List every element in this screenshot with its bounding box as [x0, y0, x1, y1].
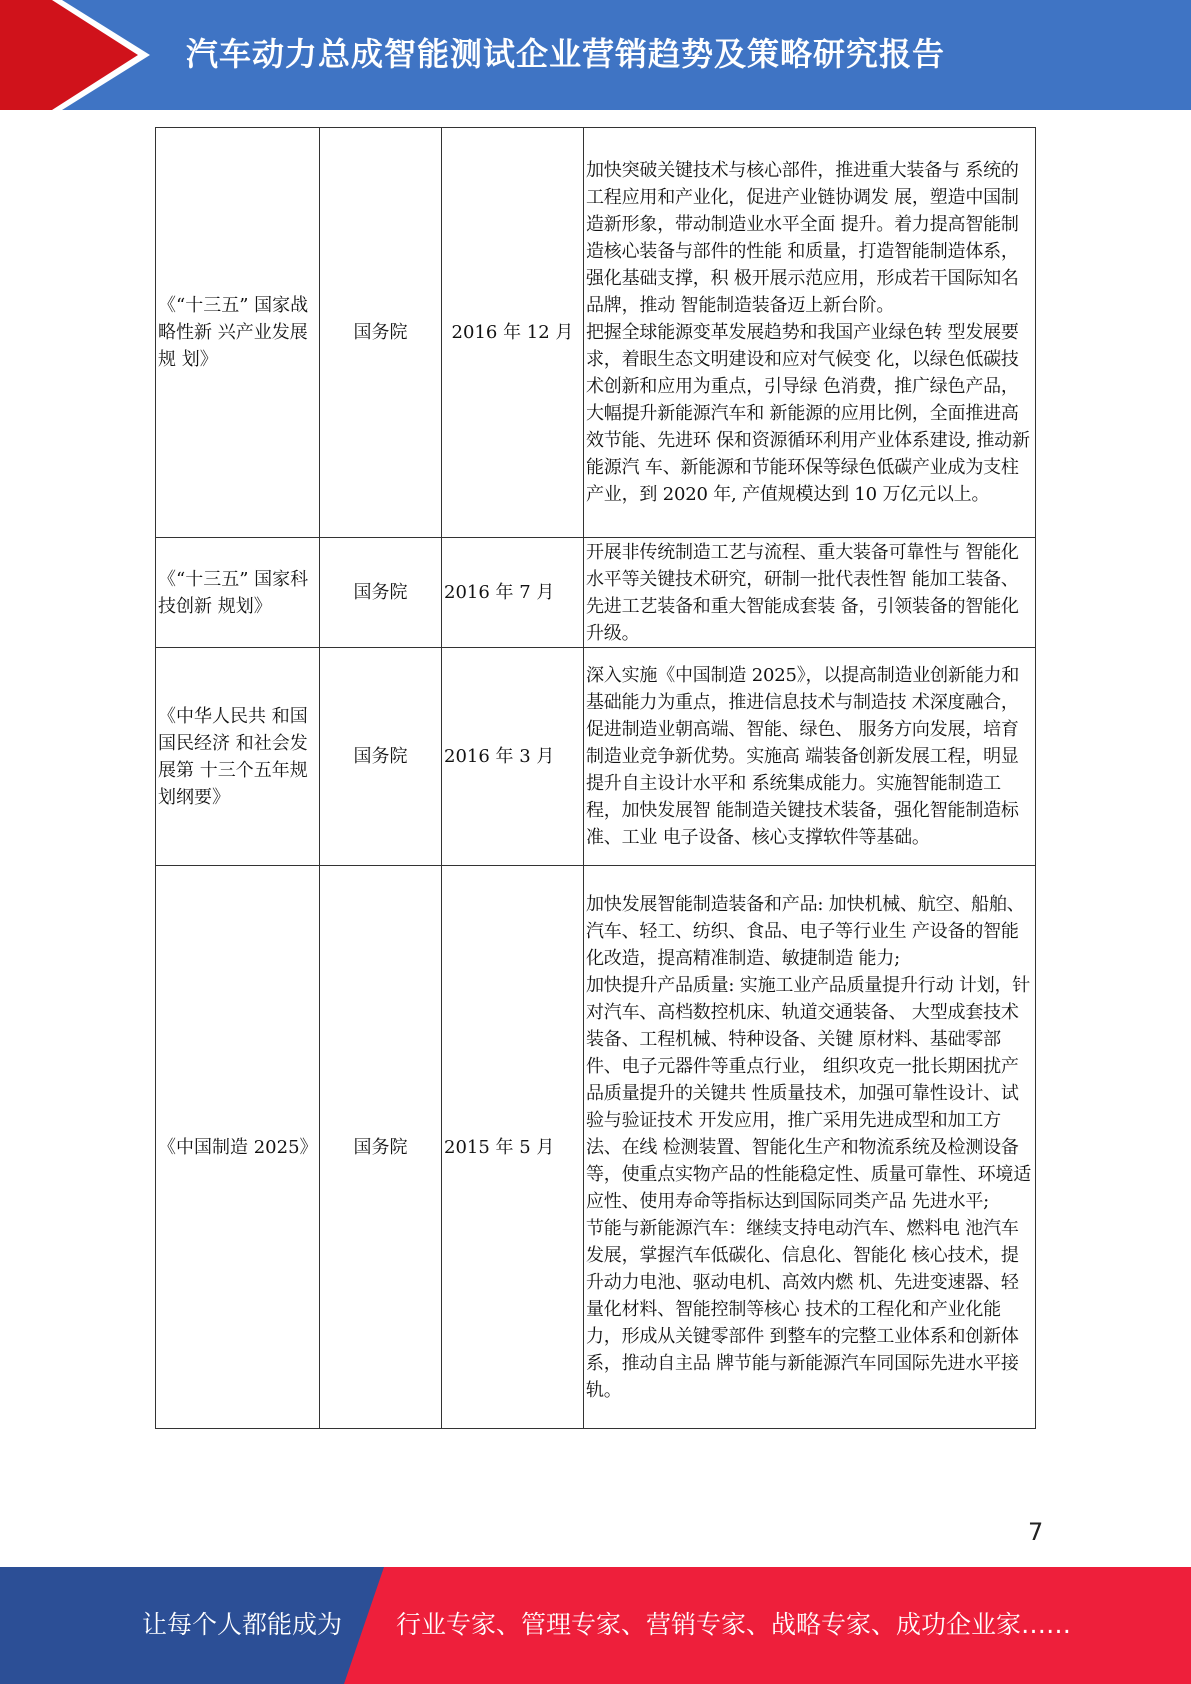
- date-cell: 2015 年 5 月: [442, 866, 584, 1429]
- page-number: 7: [1028, 1518, 1044, 1546]
- footer-slogan-left: 让每个人都能成为: [142, 1610, 343, 1639]
- content-paragraph: 节能与新能源汽车：继续支持电动汽车、燃料电 池汽车发展，掌握汽车低碳化、信息化、智能化 核心技术，提升动力电池、驱动电机、高效内燃 机、先进变速器、轻量化材料、智能控制等核心 技术的工程化和产业化能力，形成从关键零部件 到整车的完整工业体系和创新体系，推动自主品 牌节能与新能源汽车同国际先进水平接轨。: [586, 1217, 1019, 1401]
- content-paragraph: 深入实施《中国制造 2025》，以提高制造业创新能力和基础能力为重点，推进信息技术与制造技 术深度融合，促进制造业朝高端、智能、绿色、 服务方向发展，培育制造业竞争新优势。实施高 端装备创新发展工程，明显提升自主设计水平和 系统集成能力。实施智能制造工程，加快发展智 能制造关键技术装备，强化智能制造标准、工业 电子设备、核心支撑软件等基础。: [586, 665, 1020, 848]
- page-footer: [0, 1567, 1191, 1684]
- table-row: [156, 648, 1036, 866]
- table-row: [156, 538, 1036, 648]
- policy-name-cell: 《中华人民共 和国国民经济 和社会发展第 十三个五年规 划纲要》: [156, 648, 320, 866]
- content-paragraph: 加快突破关键技术与核心部件，推进重大装备与 系统的工程应用和产业化，促进产业链协调发 展，塑造中国制造新形象，带动制造业水平全面 提升。着力提高智能制造核心装备与部件的性能 和质量，打造智能制造体系，强化基础支撑，积 极开展示范应用，形成若干国际知名品牌，推动 智能制造装备迈上新台阶。: [586, 160, 1019, 316]
- content-paragraph: 把握全球能源变革发展趋势和我国产业绿色转 型发展要求，着眼生态文明建设和应对气候变 化，以绿色低碳技术创新和应用为重点，引导绿 色消费，推广绿色产品，大幅提升新能源汽车和 新能源的应用比例，全面推进高效节能、先进环 保和资源循环利用产业体系建设, 推动新能源汽 车、新能源和节能环保等绿色低碳产业成为支柱 产业，到 2020 年, 产值规模达到 10 万亿元以上。: [586, 322, 1030, 505]
- issuer-cell: 国务院: [320, 538, 442, 648]
- issuer-cell: 国务院: [320, 866, 442, 1429]
- date-cell: 2016 年 12 月: [442, 128, 584, 538]
- content-paragraph: 开展非传统制造工艺与流程、重大装备可靠性与 智能化水平等关键技术研究，研制一批代表性智 能加工装备、先进工艺装备和重大智能成套装 备，引领装备的智能化升级。: [586, 541, 1019, 644]
- page-header: [0, 0, 1191, 110]
- policy-name-cell: 《“十三五” 国家科技创新 规划》: [156, 538, 320, 648]
- table-row: [156, 866, 1036, 1429]
- date-cell: 2016 年 3 月: [442, 648, 584, 866]
- content-paragraph: 加快提升产品质量: 实施工业产品质量提升行动 计划，针对汽车、高档数控机床、轨道交通装备、 大型成套技术装备、工程机械、特种设备、关键 原材料、基础零部件、电子元器件等重点行业， 组织攻克一批长期困扰产品质量提升的关键共 性质量技术，加强可靠性设计、试验与验证技术 开发应用，推广采用先进成型和加工方法、在线 检测装置、智能化生产和物流系统及检测设备 等，使重点实物产品的性能稳定性、质量可靠性、环境适应性、使用寿命等指标达到国际同类产品 先进水平;: [586, 974, 1031, 1212]
- content-paragraph: 加快发展智能制造装备和产品: 加快机械、航空、船舶、汽车、轻工、纺织、食品、电子等行业生 产设备的智能化改造，提高精准制造、敏捷制造 能力;: [586, 893, 1025, 969]
- report-title: 汽车动力总成智能测试企业营销趋势及策略研究报告: [186, 35, 946, 73]
- issuer-cell: 国务院: [320, 648, 442, 866]
- issuer-cell: 国务院: [320, 128, 442, 538]
- content-cell: [584, 648, 1036, 866]
- content-cell: [584, 866, 1036, 1429]
- policy-name-cell: 《“十三五” 国家战略性新 兴产业发展规 划》: [156, 128, 320, 538]
- footer-slogan-right: 行业专家、管理专家、营销专家、战略专家、成功企业家……: [396, 1610, 1072, 1639]
- content-cell: [584, 538, 1036, 648]
- content-cell: [584, 128, 1036, 538]
- policy-table: [155, 127, 1036, 1429]
- policy-name-cell: 《中国制造 2025》: [156, 866, 320, 1429]
- table-row: [156, 128, 1036, 538]
- date-cell: 2016 年 7 月: [442, 538, 584, 648]
